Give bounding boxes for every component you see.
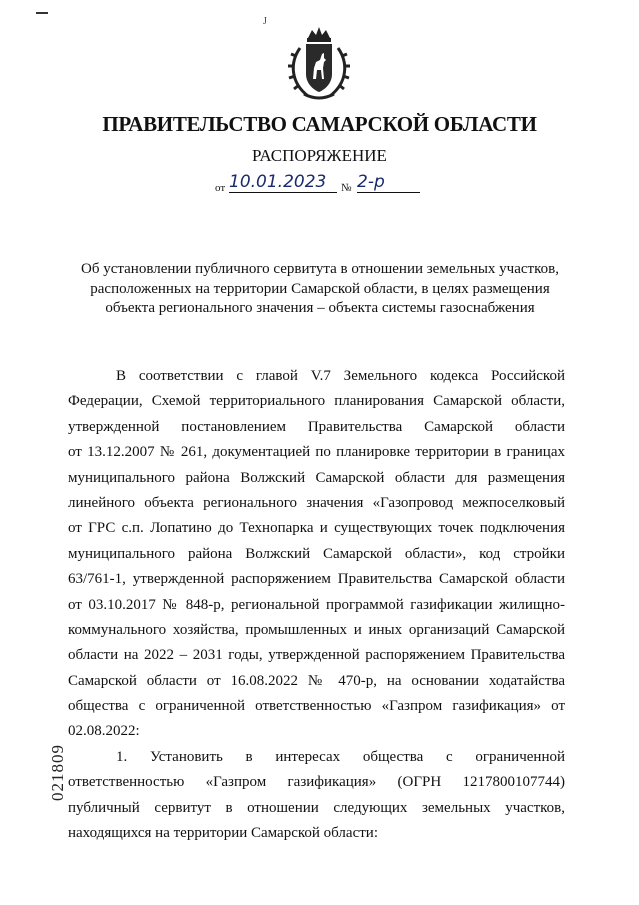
handwritten-mark: J (263, 16, 267, 27)
body-line: линейного объекта регионального значения «Газопровод межпоселковый (68, 494, 565, 511)
document-number: 2-р (357, 172, 420, 193)
body-text (68, 364, 565, 846)
body-line: области на 2022 – 2031 годы, утвержденной распоряжением Правительства (68, 647, 565, 664)
number-prefix: № (341, 182, 352, 194)
body-line: публичный сервитут в отношении следующих земельных участков, (68, 799, 565, 816)
government-title: ПРАВИТЕЛЬСТВО САМАРСКОЙ ОБЛАСТИ (102, 112, 537, 136)
document-type: РАСПОРЯЖЕНИЕ (252, 146, 387, 165)
body-line: утвержденной постановлением Правительства Самарской области (68, 418, 565, 435)
body-line: В соответствии с главой V.7 Земельного кодекса Российской (116, 368, 565, 384)
body-line: ответственностью «Газпром газификация» (ОГРН 1217800107744) (68, 774, 565, 791)
body-line: от 03.10.2017 № 848-р, региональной программой газификации жилищно- (68, 596, 565, 613)
body-line: Самарской области от 16.08.2022 № 470-р, на основании ходатайства (68, 672, 565, 689)
document-date: 10.01.2023 (229, 172, 337, 193)
body-line: муниципального района Волжский Самарской области», код стройки (68, 545, 565, 562)
subject-heading (60, 260, 580, 319)
body-line: от ГРС с.п. Лопатино до Технопарка и существующих точек подключения (68, 520, 565, 537)
subject-line: расположенных на территории Самарской области, в целях размещения (90, 280, 550, 297)
body-line: общества с ограниченной ответственностью «Газпром газификация» от (68, 698, 565, 715)
subject-line: объекта регионального значения – объекта системы газоснабжения (105, 300, 535, 316)
date-number-line (212, 172, 432, 198)
subject-line: Об установлении публичного сервитута в отношении земельных участков, (81, 261, 559, 277)
margin-serial-number: 021809 (48, 744, 67, 801)
body-line: 02.08.2022: (68, 723, 140, 740)
corner-tick (36, 12, 48, 14)
body-line: от 13.12.2007 № 261, документацией по планировке территории в границах (68, 444, 565, 461)
body-line: Федерации, Схемой территориального планирования Самарской области, (68, 393, 565, 410)
samara-coat-of-arms-icon (286, 24, 352, 104)
body-line: 63/761-1, утвержденной распоряжением Правительства Самарской области (68, 571, 565, 588)
date-prefix: от (215, 182, 226, 194)
body-line: 1. Установить в интересах общества с ограниченной (116, 748, 565, 765)
body-line: муниципального района Волжский Самарской области для размещения (68, 469, 565, 486)
body-line: коммунального хозяйства, промышленных и иных организаций Самарской (68, 621, 565, 638)
body-line: находящихся на территории Самарской области: (68, 825, 378, 842)
